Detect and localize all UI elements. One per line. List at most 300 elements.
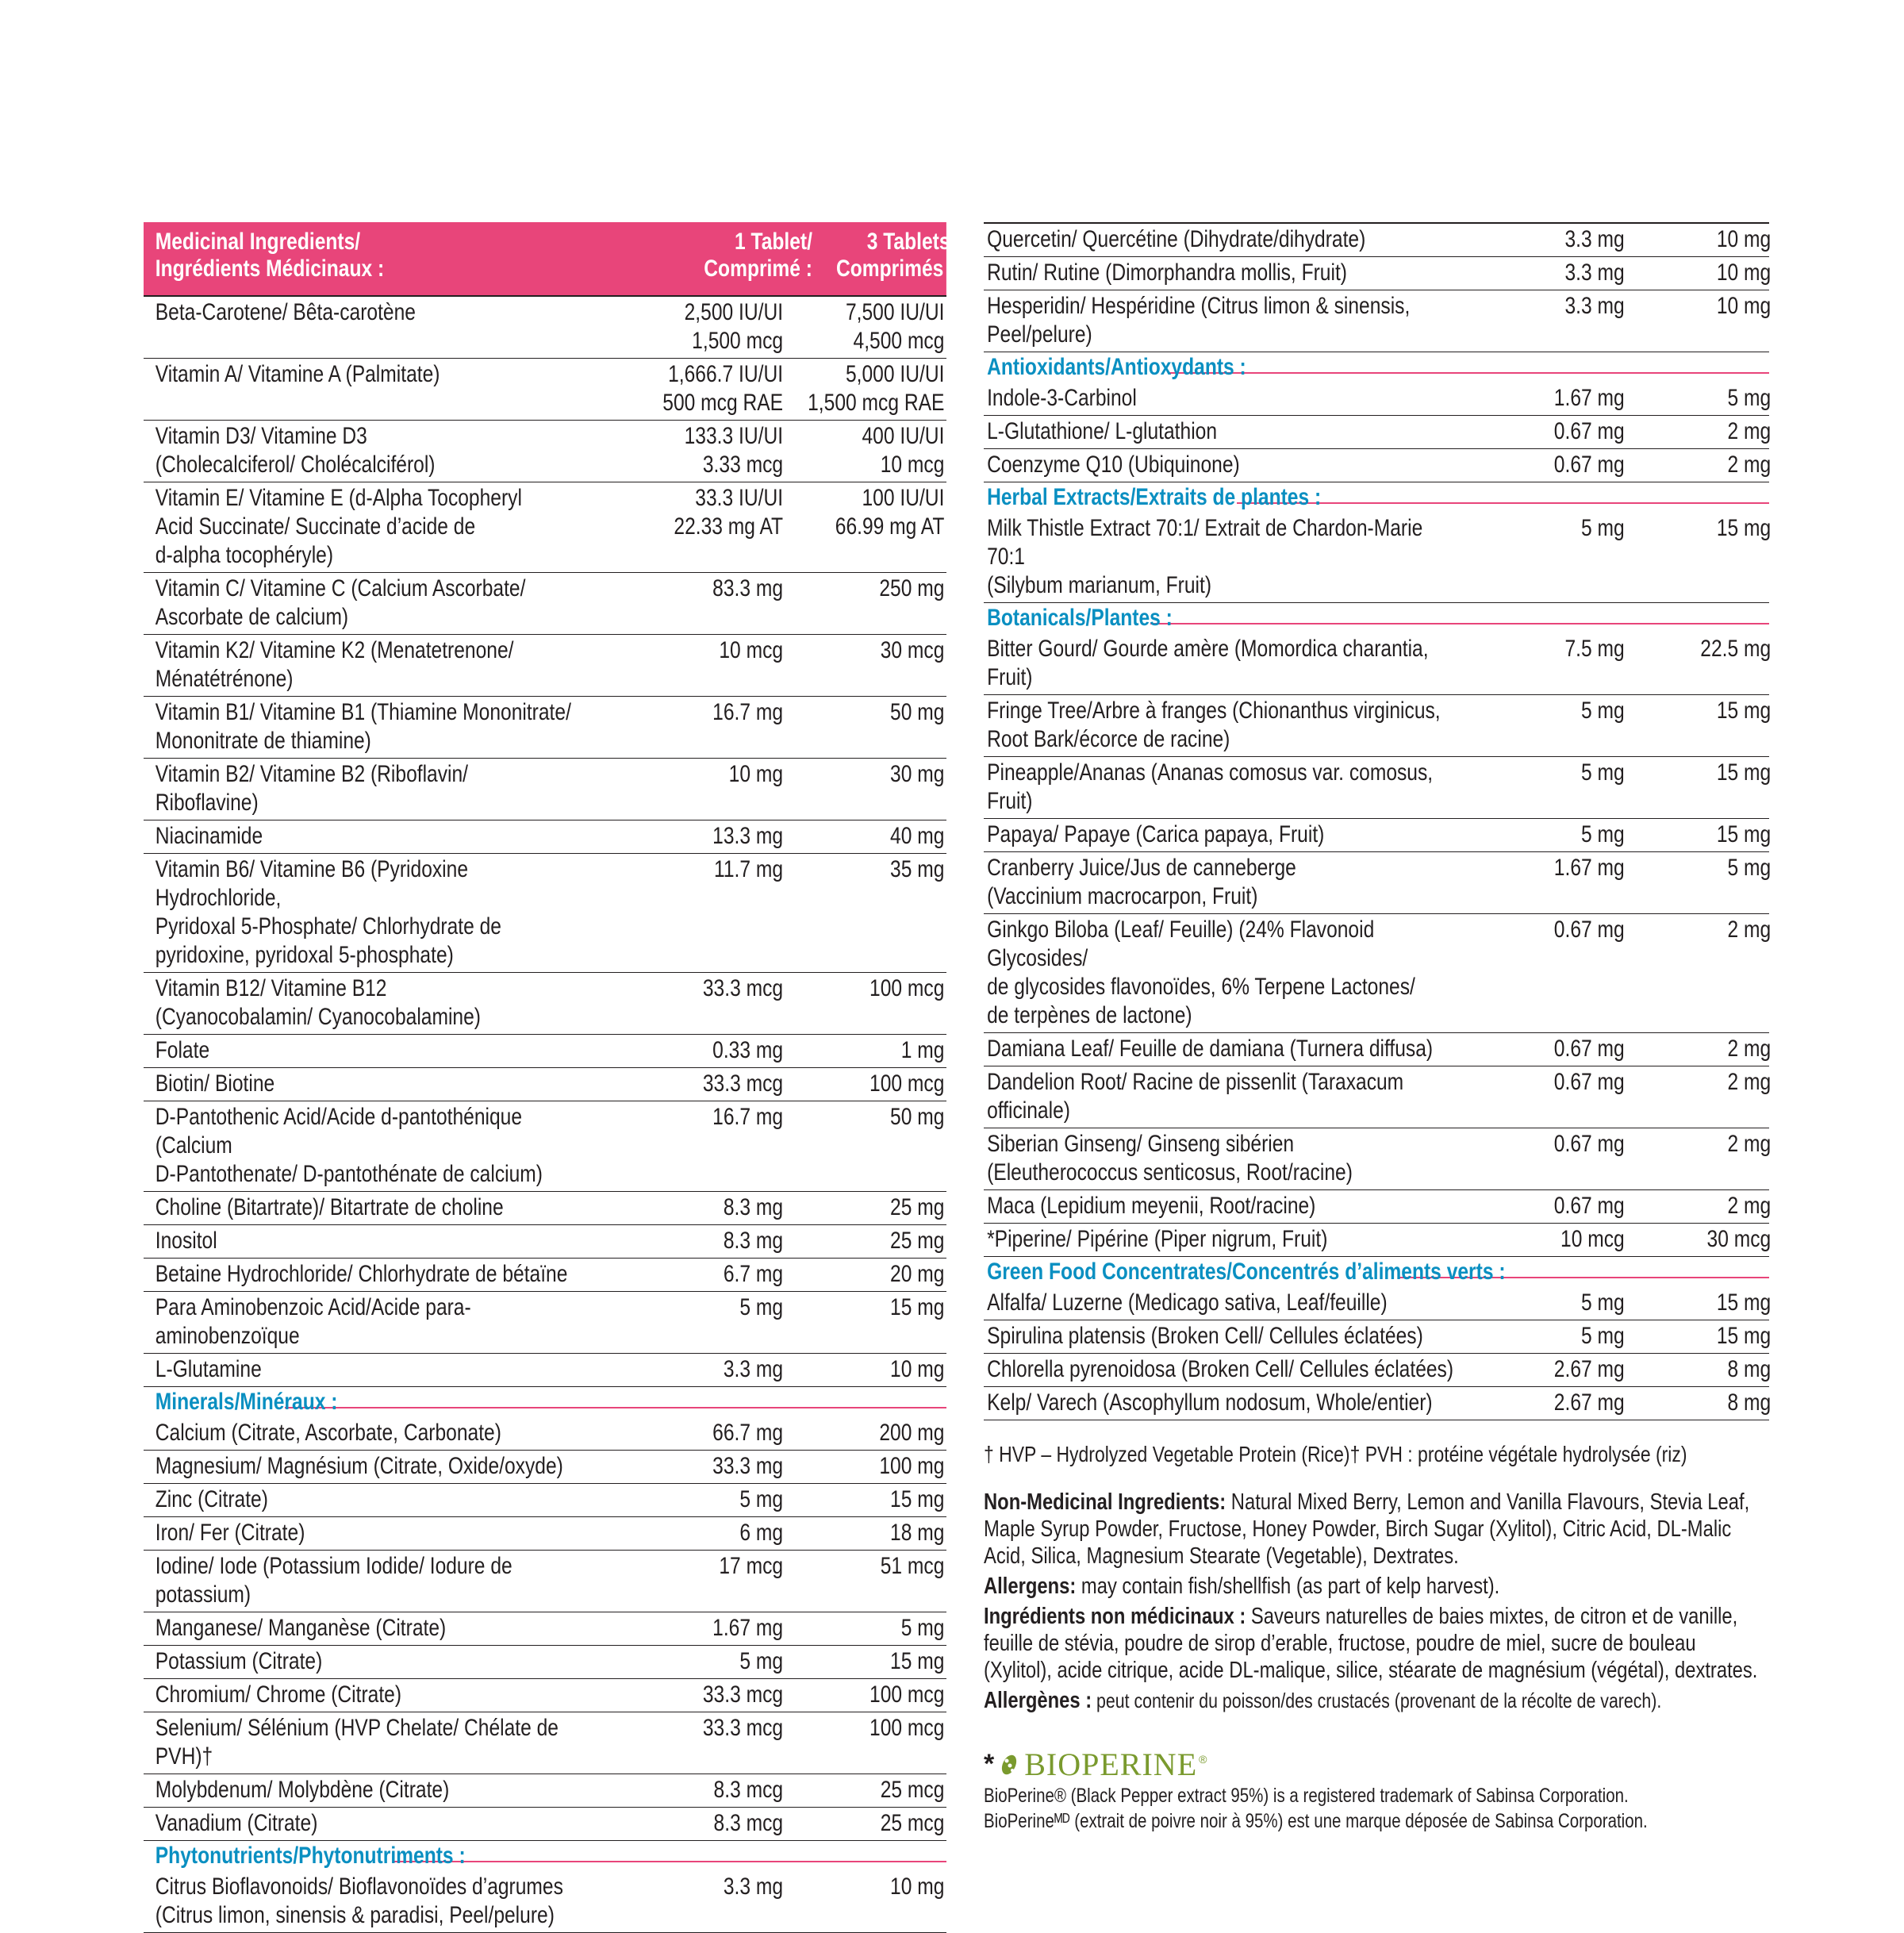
table-row [144,1871,946,1933]
amount-3-tablets: 10 mg [890,1873,945,1900]
table-row [144,573,946,635]
amount-3-tablets: 100 mcg [869,1715,945,1741]
header-3-tablets: 3 Tablets/ Comprimés : [835,229,956,282]
table-row [144,1225,946,1259]
row-content [984,225,1772,254]
amount-3-tablets: 40 mg [890,823,945,849]
table-row [144,1679,946,1712]
ingredient-name: Coenzyme Q10 (Ubiquinone) [987,452,1240,478]
ingredient-name: Iodine/ Iode (Potassium Iodide/ Iodure de potassium) [155,1553,512,1608]
amount-1-tablet: 1.67 mg [712,1615,784,1641]
table-row [144,1035,946,1068]
row-content [984,417,1772,446]
ingredient-name: Citrus Bioflavonoids/ Bioflavonoïdes d’agrumes (Citrus limon, sinensis & paradisi, Peel/pelure) [155,1873,563,1928]
ingredient-name: Milk Thistle Extract 70:1/ Extrait de Chardon-Marie 70:1 (Silybum marianum, Fruit) [987,515,1423,598]
header-1-tablet: 1 Tablet/ Comprimé : [704,229,812,282]
amount-3-tablets: 22.5 mg [1700,636,1772,662]
amount-1-tablet: 7.5 mg [1564,636,1625,662]
ingredient-name: Alfalfa/ Luzerne (Medicago sativa, Leaf/feuille) [987,1289,1388,1316]
amount-3-tablets: 2 mg [1727,452,1772,478]
table-row [144,421,946,482]
ingredient-name: Beta-Carotene/ Bêta-carotène [155,299,416,325]
row-content [144,1714,946,1771]
amount-1-tablet: 8.3 mg [723,1194,784,1220]
table-row [984,1287,1772,1320]
table-row [984,633,1772,695]
amount-3-tablets: 15 mg [890,1486,945,1512]
amount-3-tablets: 15 mg [890,1648,945,1674]
amount-3-tablets: 5 mg [900,1615,945,1641]
table-row [984,449,1772,482]
hvp-note: † HVP – Hydrolyzed Vegetable Protein (Rice)† PVH : protéine végétale hydrolysée (riz) [984,1442,1687,1466]
amount-1-tablet: 33.3 mcg [702,975,784,1001]
table-row [984,1320,1772,1354]
ingredient-name: Iron/ Fer (Citrate) [155,1520,305,1546]
amount-3-tablets: 25 mcg [880,1777,945,1803]
amount-3-tablets: 200 mg [879,1420,945,1446]
ingredient-name: Vitamin A/ Vitamine A (Palmitate) [155,361,440,387]
amount-1-tablet: 33.3 mcg [702,1070,784,1097]
row-content [144,575,946,632]
ingredient-name: Vanadium (Citrate) [155,1810,318,1836]
amount-3-tablets: 10 mg [1716,259,1772,286]
amount-1-tablet: 2.67 mg [1553,1389,1625,1416]
section-phytonutrients [144,1841,946,1871]
allergens-text: may contain fish/shellfish (as part of kelp harvest). [1076,1574,1500,1599]
ingredient-name: Vitamin B1/ Vitamine B1 (Thiamine Mononitrate/ Mononitrate de thiamine) [155,699,571,754]
amount-3-tablets: 10 mg [890,1356,945,1382]
vitamins-table [144,295,946,1387]
ingredient-name: Vitamin E/ Vitamine E (d-Alpha Tocopheryl Acid Succinate/ Succinate d’acide de d-alpha tocophéryle) [155,485,522,568]
amount-3-tablets: 2 mg [1727,917,1772,943]
amount-1-tablet: 17 mcg [719,1553,784,1579]
ingredient-name: Zinc (Citrate) [155,1486,268,1512]
row-content [144,1681,946,1709]
ingredient-name: Choline (Bitartrate)/ Bitartrate de choline [155,1194,504,1220]
table-row [984,1224,1772,1257]
amount-1-tablet: 133.3 IU/UI 3.33 mcg [684,423,784,478]
amount-1-tablet: 5 mg [1581,821,1625,847]
nmi-label: Non-Medicinal Ingredients: [984,1489,1226,1515]
table-row [984,382,1772,416]
amount-1-tablet: 3.3 mg [723,1873,784,1900]
amount-3-tablets: 2 mg [1727,1131,1772,1157]
pepper-leaf-icon [999,1753,1019,1777]
section-label: Minerals/Minéraux : [155,1389,338,1415]
amount-3-tablets: 8 mg [1727,1356,1772,1382]
bioperine-line-fr: BioPerineᴹᴰ (extrait de poivre noir à 95%) est une marque déposée de Sabinsa Corporation. [984,1810,1648,1832]
amount-1-tablet: 66.7 mg [712,1420,784,1446]
ingredient-name: Hesperidin/ Hespéridine (Citrus limon & sinensis, Peel/pelure) [987,293,1411,348]
table-row [984,695,1772,757]
ingredient-name: Chromium/ Chrome (Citrate) [155,1681,402,1708]
row-content [984,1355,1772,1384]
row-content [144,1260,946,1289]
table-row [144,1354,946,1387]
table-row [144,482,946,573]
row-content [144,1227,946,1255]
amount-1-tablet: 33.3 mcg [702,1715,784,1741]
amount-3-tablets: 8 mg [1727,1389,1772,1416]
amount-1-tablet: 10 mcg [719,637,784,663]
amount-3-tablets: 15 mg [1716,1323,1772,1349]
row-content [984,384,1772,413]
amount-1-tablet: 0.67 mg [1553,1193,1625,1219]
amount-1-tablet: 0.67 mg [1553,452,1625,478]
row-content [144,1036,946,1065]
amount-1-tablet: 83.3 mg [712,575,784,601]
registered-mark: ® [1199,1752,1207,1766]
amount-1-tablet: 33.3 IU/UI 22.33 mg AT [674,485,784,540]
row-content [984,259,1772,287]
row-content [144,760,946,817]
row-content [984,1130,1772,1187]
amount-3-tablets: 5,000 IU/UI 1,500 mcg RAE [808,361,945,416]
table-row [984,1033,1772,1066]
table-row [144,1484,946,1517]
amount-3-tablets: 100 mcg [869,975,945,1001]
table-row [144,1192,946,1225]
amount-1-tablet: 33.3 mg [712,1453,784,1479]
amount-1-tablet: 16.7 mg [712,1104,784,1130]
ingredient-name: Chlorella pyrenoidosa (Broken Cell/ Cellules éclatées) [987,1356,1454,1382]
row-content [144,1552,946,1609]
ingredient-name: Cranberry Juice/Jus de canneberge (Vaccinium macrocarpon, Fruit) [987,855,1296,909]
ingredient-name: Vitamin B12/ Vitamine B12 (Cyanocobalamin/ Cyanocobalamine) [155,975,481,1030]
ingredient-name: Rutin/ Rutine (Dimorphandra mollis, Fruit) [987,259,1347,286]
row-content [144,1452,946,1481]
amount-1-tablet: 5 mg [1581,515,1625,541]
botanicals-table [984,633,1772,1257]
ingredient-name: Ginkgo Biloba (Leaf/ Feuille) (24% Flavonoid Glycosides/ de glycosides flavonoïdes, 6% Terpene Lactones/ de terpènes de lactone) [987,917,1415,1028]
ingredient-name: Betaine Hydrochloride/ Chlorhydrate de bétaïne [155,1261,568,1287]
table-row [144,1517,946,1551]
amount-3-tablets: 50 mg [890,1104,945,1130]
table-row [984,1387,1772,1420]
row-content [984,635,1772,692]
amount-1-tablet: 1,666.7 IU/UI 500 mcg RAE [662,361,784,416]
ingredient-name: D-Pantothenic Acid/Acide d-pantothénique (Calcium D-Pantothenate/ D-pantothénate de calcium) [155,1104,543,1187]
amount-3-tablets: 30 mg [890,761,945,787]
table-row [144,1612,946,1646]
header-ingredient: Medicinal Ingredients/ Ingrédients Médicinaux : [155,229,385,282]
ingredient-name: Indole-3-Carbinol [987,385,1137,411]
amount-1-tablet: 5 mg [739,1648,784,1674]
table-row [144,1417,946,1451]
row-content [984,759,1772,816]
ingredient-name: Manganese/ Manganèse (Citrate) [155,1615,447,1641]
row-content [144,1647,946,1676]
ingredient-name: Magnesium/ Magnésium (Citrate, Oxide/oxyde) [155,1453,563,1479]
amount-3-tablets: 2 mg [1727,1069,1772,1095]
amount-1-tablet: 0.67 mg [1553,1069,1625,1095]
table-row [984,290,1772,352]
row-content [144,636,946,694]
nmi-fr-text: Saveurs naturelles de baies mixtes, de citron et de vanille, feuille de stévia, poudre de sirop d’erable, fructose, poudre de miel, sucre de bouleau (Xylitol), acide citrique, acide DL-malique, silice, stéarate de magnésium (végétal), dextrates. [984,1604,1758,1683]
amount-1-tablet: 5 mg [1581,697,1625,724]
table-row [984,513,1772,603]
ingredient-name: Potassium (Citrate) [155,1648,323,1674]
amount-1-tablet: 2.67 mg [1553,1356,1625,1382]
amount-3-tablets: 10 mg [1716,226,1772,252]
ingredient-name: Biotin/ Biotine [155,1070,275,1097]
amount-1-tablet: 8.3 mg [723,1228,784,1254]
ingredient-name: Para Aminobenzoic Acid/Acide para-aminobenzoïque [155,1294,471,1349]
ingredient-name: L-Glutamine [155,1356,262,1382]
amount-3-tablets: 18 mg [890,1520,945,1546]
row-content [144,1293,946,1351]
amount-1-tablet: 3.3 mg [1564,293,1625,319]
amount-3-tablets: 25 mg [890,1228,945,1254]
row-content [144,974,946,1032]
row-content [984,514,1772,600]
ingredient-name: L-Glutathione/ L-glutathion [987,418,1218,444]
amount-1-tablet: 6 mg [739,1520,784,1546]
ingredient-name: Vitamin C/ Vitamine C (Calcium Ascorbate/ Ascorbate de calcium) [155,575,526,630]
table-row [144,759,946,820]
amount-3-tablets: 15 mg [1716,697,1772,724]
ingredient-name: Fringe Tree/Arbre à franges (Chionanthus virginicus, Root Bark/écorce de racine) [987,697,1441,752]
amount-3-tablets: 7,500 IU/UI 4,500 mcg [845,299,945,354]
row-content [984,1035,1772,1063]
amount-1-tablet: 10 mg [728,761,784,787]
section-green-food [984,1257,1769,1287]
row-content [144,698,946,755]
amount-1-tablet: 8.3 mcg [713,1777,784,1803]
amount-3-tablets: 51 mcg [880,1553,945,1579]
amount-1-tablet: 6.7 mg [723,1261,784,1287]
ingredient-name: Selenium/ Sélénium (HVP Chelate/ Chélate de PVH)† [155,1715,559,1770]
ingredient-name: Vitamin B6/ Vitamine B6 (Pyridoxine Hydrochloride, Pyridoxal 5-Phosphate/ Chlorhydrate de pyridoxine, pyridoxal 5-phosphate) [155,856,501,968]
section-label: Phytonutrients/Phytonutriments : [155,1843,466,1869]
table-row [984,914,1772,1033]
row-content [984,1192,1772,1220]
amount-3-tablets: 100 mcg [869,1681,945,1708]
green-food-table [984,1287,1772,1420]
table-row [144,1712,946,1774]
amount-1-tablet: 5 mg [1581,1323,1625,1349]
amount-3-tablets: 250 mg [879,575,945,601]
amount-3-tablets: 15 mg [890,1294,945,1320]
row-content [144,1070,946,1098]
table-row [984,757,1772,819]
row-content [984,1389,1772,1417]
amount-1-tablet: 16.7 mg [712,699,784,725]
table-row [144,1808,946,1841]
amount-1-tablet: 3.3 mg [723,1356,784,1382]
table-row [984,1190,1772,1224]
row-content [144,422,946,479]
footnotes [984,1441,1769,1834]
amount-3-tablets: 30 mcg [1706,1226,1772,1252]
row-content [984,916,1772,1030]
amount-1-tablet: 1.67 mg [1553,855,1625,881]
amount-3-tablets: 15 mg [1716,821,1772,847]
amount-1-tablet: 5 mg [1581,1289,1625,1316]
nmi-text: Natural Mixed Berry, Lemon and Vanilla Flavours, Stevia Leaf, Maple Syrup Powder, Fructose, Honey Powder, Birch Sugar (Xylitol), Citric Acid, DL-Malic Acid, Silica, Magnesium Stearate (Vegetable), Dextrates. [984,1489,1750,1569]
amount-3-tablets: 20 mg [890,1261,945,1287]
row-content [144,822,946,851]
ingredient-name: Quercetin/ Quercétine (Dihydrate/dihydrate) [987,226,1366,252]
ingredient-name: Kelp/ Varech (Ascophyllum nodosum, Whole/entier) [987,1389,1433,1416]
ingredient-name: Spirulina platensis (Broken Cell/ Cellules éclatées) [987,1323,1423,1349]
bioperine-line-en: BioPerine® (Black Pepper extract 95%) is a registered trademark of Sabinsa Corporation. [984,1785,1629,1807]
row-content [144,1193,946,1222]
table-row [144,820,946,854]
ingredient-name: Papaya/ Papaye (Carica papaya, Fruit) [987,821,1325,847]
table-row [984,1354,1772,1387]
ingredient-name: *Piperine/ Pipérine (Piper nigrum, Fruit) [987,1226,1328,1252]
amount-1-tablet: 5 mg [739,1294,784,1320]
row-content [984,1322,1772,1351]
allergens-label: Allergens: [984,1574,1077,1599]
flavonoid-table [984,222,1772,352]
row-content [144,1809,946,1838]
allergens-en [984,1573,1769,1600]
ingredient-name: Damiana Leaf/ Feuille de damiana (Turnera diffusa) [987,1036,1434,1062]
amount-3-tablets: 5 mg [1727,385,1772,411]
amount-1-tablet: 5 mg [739,1486,784,1512]
amount-3-tablets: 2 mg [1727,418,1772,444]
table-header [144,222,956,295]
amount-3-tablets: 2 mg [1727,1036,1772,1062]
table-row [144,1259,946,1292]
table-row [144,359,946,421]
amount-1-tablet: 5 mg [1581,759,1625,786]
row-content [144,1776,946,1804]
row-content [144,1519,946,1547]
row-content [984,451,1772,479]
row-content [144,298,946,355]
nmi-fr-label: Ingrédients non médicinaux : [984,1604,1246,1629]
table-row [984,416,1772,449]
row-content [144,1419,946,1447]
amount-3-tablets: 15 mg [1716,1289,1772,1316]
phyto-table [144,1871,946,1933]
ingredient-name: Vitamin K2/ Vitamine K2 (Menatetrenone/ Ménatétrénone) [155,637,514,692]
allergens-fr-label: Allergènes : [984,1688,1092,1713]
amount-1-tablet: 3.3 mg [1564,259,1625,286]
amount-1-tablet: 8.3 mcg [713,1810,784,1836]
amount-1-tablet: 11.7 mg [713,856,784,882]
table-row [144,854,946,973]
left-column [144,222,956,1933]
section-label: Antioxidants/Antioxydants : [987,354,1246,380]
ingredient-name: Siberian Ginseng/ Ginseng sibérien (Eleutherococcus senticosus, Root/racine) [987,1131,1353,1186]
allergens-fr [984,1687,1769,1714]
amount-1-tablet: 0.67 mg [1553,1036,1625,1062]
ingredient-name: Folate [155,1037,210,1063]
amount-3-tablets: 15 mg [1716,515,1772,541]
amount-3-tablets: 2 mg [1727,1193,1772,1219]
amount-3-tablets: 25 mcg [880,1810,945,1836]
herbal-table [984,513,1772,603]
amount-3-tablets: 1 mg [900,1037,945,1063]
right-column [984,222,1772,1834]
section-label: Botanicals/Plantes : [987,605,1173,631]
amount-3-tablets: 50 mg [890,699,945,725]
ingredient-name: Dandelion Root/ Racine de pissenlit (Taraxacum officinale) [987,1069,1404,1124]
section-herbal [984,482,1769,513]
amount-1-tablet: 0.33 mg [712,1037,784,1063]
amount-3-tablets: 5 mg [1727,855,1772,881]
table-row [144,697,946,759]
table-row [984,224,1772,257]
ingredient-name: Vitamin D3/ Vitamine D3 (Cholecalciferol/ Cholécalciférol) [155,423,436,478]
ingredient-name: Inositol [155,1228,217,1254]
row-content [984,292,1772,349]
row-content [984,820,1772,849]
ingredient-name: Niacinamide [155,823,263,849]
table-row [144,1101,946,1192]
section-minerals [144,1387,946,1417]
amount-1-tablet: 0.67 mg [1553,1131,1625,1157]
table-row [144,635,946,697]
ingredient-name: Pineapple/Ananas (Ananas comosus var. comosus, Fruit) [987,759,1434,814]
amount-1-tablet: 0.67 mg [1553,917,1625,943]
amount-3-tablets: 100 IU/UI 66.99 mg AT [835,485,945,540]
table-row [984,257,1772,290]
table-row [144,1292,946,1354]
row-content [144,1485,946,1514]
ingredient-name: Molybdenum/ Molybdène (Citrate) [155,1777,450,1803]
table-row [144,1774,946,1808]
row-content [144,1614,946,1643]
amount-3-tablets: 400 IU/UI 10 mcg [862,423,945,478]
row-content [984,1068,1772,1125]
amount-1-tablet: 10 mcg [1560,1226,1625,1252]
table-row [144,297,946,359]
amount-3-tablets: 35 mg [890,856,945,882]
table-row [144,1551,946,1612]
asterisk: * [984,1749,995,1779]
table-row [144,973,946,1035]
row-content [984,1225,1772,1254]
amount-3-tablets: 25 mg [890,1194,945,1220]
allergens-fr-text: peut contenir du poisson/des crustacés (provenant de la récolte de varech). [1092,1689,1662,1712]
amount-3-tablets: 100 mg [879,1453,945,1479]
ingredient-name: Bitter Gourd/ Gourde amère (Momordica charantia, Fruit) [987,636,1429,690]
section-label: Green Food Concentrates/Concentrés d’aliments verts : [987,1259,1506,1285]
minerals-table [144,1417,946,1841]
amount-1-tablet: 1.67 mg [1553,385,1625,411]
table-row [984,1128,1772,1190]
section-botanicals [984,603,1769,633]
amount-1-tablet: 2,500 IU/UI 1,500 mcg [684,299,784,354]
row-content [984,1289,1772,1317]
row-content [984,854,1772,911]
ingredient-name: Calcium (Citrate, Ascorbate, Carbonate) [155,1420,501,1446]
row-content [144,1103,946,1189]
bioperine-wordmark: BIOPERINE [1024,1747,1198,1782]
row-content [144,360,946,417]
table-row [144,1068,946,1101]
amount-1-tablet: 0.67 mg [1553,418,1625,444]
table-row [984,819,1772,852]
row-content [144,1873,946,1930]
ingredient-name: Maca (Lepidium meyenii, Root/racine) [987,1193,1316,1219]
table-row [984,1066,1772,1128]
non-medicinal-fr [984,1603,1769,1684]
amount-3-tablets: 100 mcg [869,1070,945,1097]
table-row [984,852,1772,914]
non-medicinal-en [984,1489,1769,1570]
amount-3-tablets: 15 mg [1716,759,1772,786]
row-content [144,484,946,570]
amount-3-tablets: 10 mg [1716,293,1772,319]
section-label: Herbal Extracts/Extraits de plantes : [987,484,1322,510]
amount-3-tablets: 30 mcg [880,637,945,663]
